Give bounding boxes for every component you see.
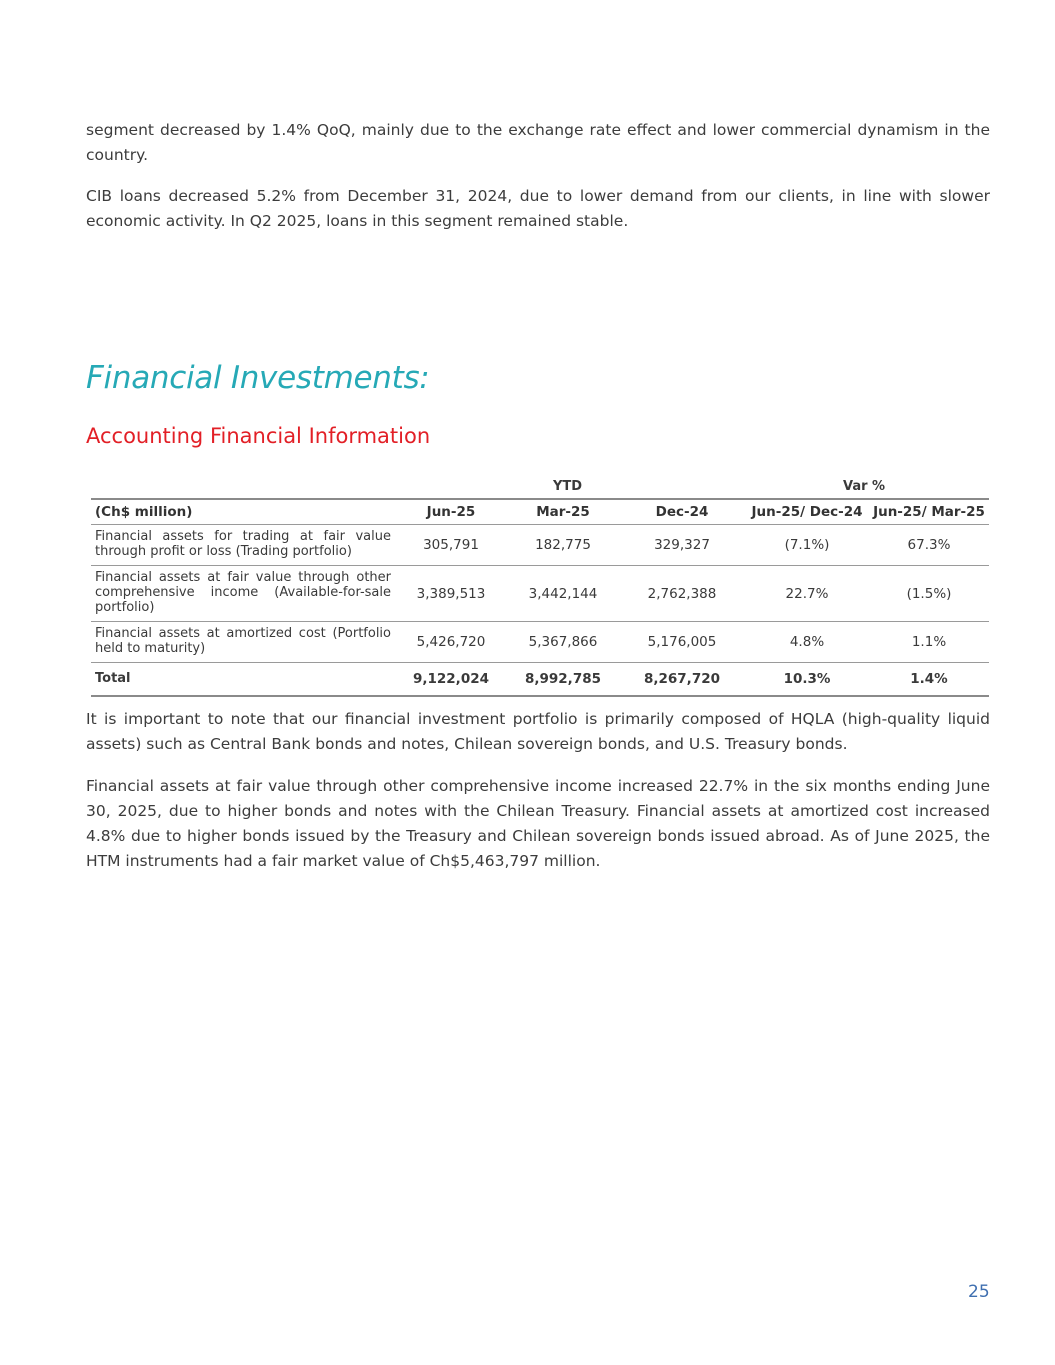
intro-paragraph-2: CIB loans decreased 5.2% from December 31, 2024, due to lower demand from our clients, in line with slower economic activity. In Q2 2025, loans in this segment remained stable. <box>86 187 990 230</box>
cell-dec24: 2,762,388 <box>619 566 745 622</box>
column-header-unit: (Ch$ million) <box>95 504 193 520</box>
column-header-var-dec: Jun-25/ Dec-24 <box>751 504 863 520</box>
total-jun25: 9,122,024 <box>395 663 507 697</box>
column-header-jun25: Jun-25 <box>426 504 476 520</box>
table-header-row <box>91 499 989 525</box>
row-label: Financial assets at fair value through other comprehensive income (Available-for-sale portfolio) <box>91 566 395 622</box>
total-dec24: 8,267,720 <box>619 663 745 697</box>
cell-var-mar: 67.3% <box>869 525 989 566</box>
row-label: Financial assets at amortized cost (Portfolio held to maturity) <box>91 622 395 663</box>
note-paragraph-1: It is important to note that our financial investment portfolio is primarily composed of HQLA (high-quality liquid assets) such as Central Bank bonds and notes, Chilean sovereign bonds, and U.S. Treasury bonds. <box>86 710 990 753</box>
group-header-var: Var % <box>843 479 886 494</box>
table-group-header-row <box>91 476 989 498</box>
cell-jun25: 3,389,513 <box>395 566 507 622</box>
cell-mar25: 182,775 <box>507 525 619 566</box>
cell-dec24: 329,327 <box>619 525 745 566</box>
group-header-ytd: YTD <box>553 479 583 494</box>
section-title: Financial Investments: <box>86 360 430 396</box>
cell-var-mar: (1.5%) <box>869 566 989 622</box>
total-label: Total <box>91 663 395 697</box>
total-var-dec: 10.3% <box>745 663 869 697</box>
subsection-title: Accounting Financial Information <box>86 424 431 448</box>
cell-var-dec: 4.8% <box>745 622 869 663</box>
financial-investments-table <box>91 476 989 697</box>
cell-var-dec: (7.1%) <box>745 525 869 566</box>
cell-mar25: 3,442,144 <box>507 566 619 622</box>
total-mar25: 8,992,785 <box>507 663 619 697</box>
cell-var-mar: 1.1% <box>869 622 989 663</box>
table-row <box>91 622 989 663</box>
cell-var-dec: 22.7% <box>745 566 869 622</box>
column-header-mar25: Mar-25 <box>536 504 590 520</box>
cell-jun25: 5,426,720 <box>395 622 507 663</box>
note-paragraph-2: Financial assets at fair value through other comprehensive income increased 22.7% in the six months ending June 30, 2025, due to higher bonds and notes with the Chilean Treasury. Financial assets at amortized cost increased 4.8% due to higher bonds issued by the Treasury and Chilean sovereign bonds issued abroad. As of June 2025, the HTM instruments had a fair market value of Ch$5,463,797 million. <box>86 777 990 870</box>
table-row <box>91 566 989 622</box>
table-row <box>91 525 989 566</box>
total-var-mar: 1.4% <box>869 663 989 697</box>
page-number: 25 <box>968 1282 990 1302</box>
intro-paragraph-1: segment decreased by 1.4% QoQ, mainly due to the exchange rate effect and lower commercial dynamism in the country. <box>86 121 990 164</box>
table-total-row <box>91 663 989 697</box>
cell-mar25: 5,367,866 <box>507 622 619 663</box>
cell-dec24: 5,176,005 <box>619 622 745 663</box>
cell-jun25: 305,791 <box>395 525 507 566</box>
column-header-dec24: Dec-24 <box>655 504 709 520</box>
column-header-var-mar: Jun-25/ Mar-25 <box>873 504 985 520</box>
row-label: Financial assets for trading at fair value through profit or loss (Trading portfolio) <box>91 525 395 566</box>
